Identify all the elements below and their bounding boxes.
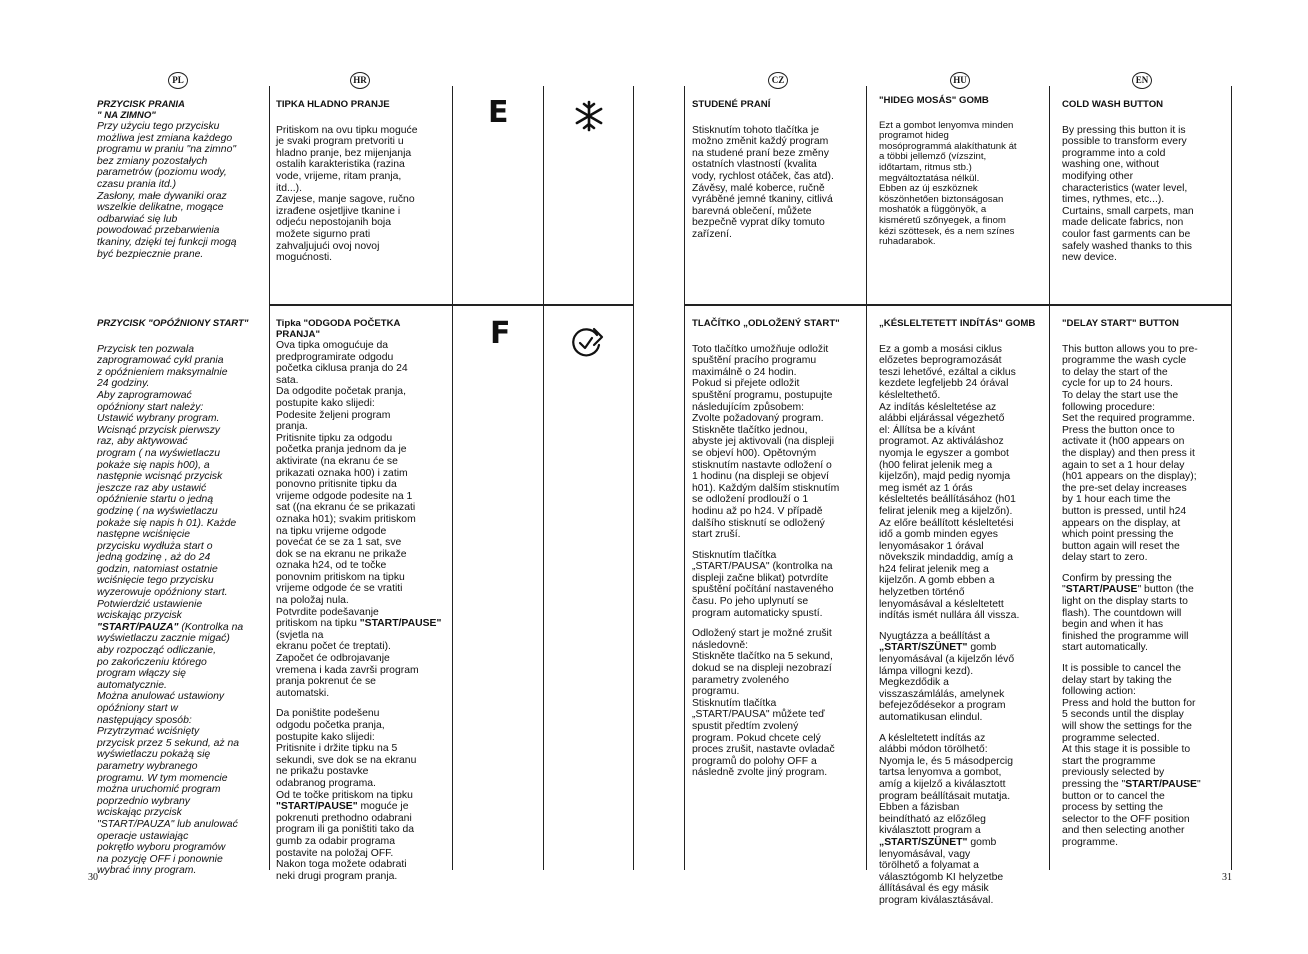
snowflake-icon <box>573 100 605 132</box>
section-text-part: " button (the light on the display starts to flash). The countdown will begin and when it has finished the programme will start automatically. <box>1062 584 1194 654</box>
row-divider <box>684 304 1232 306</box>
section-text <box>97 344 265 877</box>
cz-cold-wash-section <box>692 99 862 241</box>
section-text <box>1062 663 1230 849</box>
section-title: „KÉSLELTETETT INDÍTÁS" GOMB <box>879 318 1036 329</box>
column-divider <box>866 86 867 870</box>
start-pause-label: "START/PAUSE" <box>276 801 358 813</box>
start-pause-label: "START/PAUSE" <box>359 618 442 630</box>
column-divider <box>543 86 544 870</box>
column-divider <box>269 86 270 870</box>
section-text-part: Przycisk ten pozwala zaprogramować cykl prania z opóźnieniem maksymalnie 24 godziny. Aby zaprogramować opóźniony start należy: Ustawić wybrany program. Wcisnąć przycisk pierwszy raz, aby aktywować program ( na wyświetlaczu pokaże się napis h00), a następnie wcisnąć przycisk jeszcze raz aby ustawić opóźnienie startu o jedną godzinę ( na wyświetlaczu pokaże się napis h 01). Każde następne wciśnięcie przycisku wydłuża start o jedną godzinę , aż do 24 godzin, natomiast ostatnie wciśnięcie tego przycisku wyzerowuje opóźniony start. Potwierdzić ustawienie wciskając przycisk <box>97 343 237 622</box>
section-text-part: A késleltetett indítás az alábbi módon törölhető: Nyomja le, és 5 másodpercig tartsa lenyomva a gombot, amíg a kijelző a kiválasztott program beállításait mutatja. Ebben a fázisban beindítható az előzőleg kiválasztott program a <box>879 732 1013 837</box>
section-text-part: It is possible to cancel the delay start by taking the following action: Press and hold the button for 5 seconds until the display will show the settings for the programme selected. At this stage it is possible to start the programme previously selected by pressing the " <box>1062 663 1196 790</box>
section-title: Tipka "ODGODA POČETKA PRANJA" <box>276 318 401 340</box>
section-text-part: " button or to cancel the process by setting the selector to the OFF position and then selecting another programme. <box>1062 778 1201 848</box>
section-text-part: Confirm by pressing the " <box>1062 572 1172 596</box>
section-title: TIPKA HLADNO PRANJE <box>276 99 390 110</box>
start-pause-label: "START/PAUZA" <box>97 621 179 633</box>
section-text: This button allows you to pre- programme the wash cycle to delay the start of the cycle for up to 24 hours. To delay the start use the following procedure: Set the required programme. Press the button once to activate it (h00 appears on the display) and then press it again to set a 1 hour delay (h01 appears on the display); the pre-set delay increases by 1 hour each time the button is pressed, until h24 appears on the display, at which point pressing the button again will reset the delay start to zero. <box>1062 343 1198 564</box>
section-text: Odložený start je možné zrušit následovně: Stiskněte tlačítko na 5 sekund, dokud se na displeji nezobrazí parametry zvoleného programu. Stisknutím tlačítka „START/PAUSA" můžete teď spustit předtím zvolený program. Pokud chcete celý proces zrušit, nastavte ovladač programů do polohy OFF a následně zvolte jiný program. <box>692 628 835 779</box>
section-text-part: Nyugtázza a beállítást a <box>879 630 990 642</box>
delay-clock-icon <box>570 325 606 359</box>
section-text <box>1062 573 1230 654</box>
section-text-part: gomb lenyomásával (a kijelzőn lévő lámpa villogni kezd). Megkezdődik a visszaszámlálás, amelynek befejeződésekor a program automatikusan elindul. <box>879 642 1015 723</box>
section-text <box>879 733 1049 907</box>
section-text: Stisknutím tohoto tlačítka je možno změnit každý program na studené praní beze změny ostatních vlastností (kvalita vody, rychlost otáček, čas atd). Závěsy, malé koberce, ručně vyráběné jemné tkaniny, citlivá barevná oblečení, můžete bezpečně vyprat díky tomuto zařízení. <box>692 124 834 240</box>
section-title: STUDENÉ PRANÍ <box>692 99 771 110</box>
pl-cold-wash-section <box>97 99 265 260</box>
start-pause-label: „START/SZÜNET" <box>879 836 968 848</box>
section-title: TLAČÍTKO „ODLOŽENÝ START" <box>692 318 840 329</box>
lang-badge-en: EN <box>1132 72 1152 89</box>
section-text-part: gomb lenyomásával, vagy törölhető a folyamat a választógomb KI helyzetbe állításával és egy másik program kiválasztásával. <box>879 836 1004 906</box>
lang-badge-hr: HR <box>350 72 370 89</box>
lang-badge-hu: HU <box>950 72 970 89</box>
section-title: "HIDEG MOSÁS" GOMB <box>879 95 989 106</box>
section-text: Stisknutím tlačítka „START/PAUSA" (kontrolka na displeji začne blikat) potvrdíte spuštění počítání nastaveného času. Po jeho uplynutí se program automaticky spustí. <box>692 549 834 619</box>
hr-delay-start-section <box>276 318 448 891</box>
pl-delay-start-section <box>97 318 265 877</box>
section-text-part: (Kontrolka na wyświetlaczu zacznie migać) aby rozpocząć odliczanie, po zakończeniu którego program włączy się automatycznie. Można anulować ustawiony opóźniony start w następujący sposób: Przytrzymać wciśnięty przycisk przez 5 sekund, aż na wyświetlaczu pokażą się parametry wybranego programu. W tym momencie można uruchomić program poprzednio wybrany wciskając przycisk "START/PAUZA" lub anulować operacje ustawiając pokrętło wyboru programów na pozycję OFF i ponownie wybrać inny program. <box>97 621 244 877</box>
start-pause-label: „START/SZÜNET" <box>879 642 968 654</box>
button-letter-e: E <box>488 95 509 130</box>
column-divider <box>684 86 685 870</box>
button-letter-f: F <box>490 316 511 351</box>
section-text <box>276 340 448 699</box>
section-title: PRZYCISK PRANIA " NA ZIMNO" <box>97 99 185 121</box>
section-title: "DELAY START" BUTTON <box>1062 318 1179 329</box>
cz-delay-start-section <box>692 318 864 788</box>
hr-cold-wash-section <box>276 99 448 264</box>
section-text <box>879 631 1049 724</box>
row-divider <box>269 304 634 306</box>
start-pause-label: START/PAUSE <box>1065 584 1138 596</box>
hu-cold-wash-section <box>879 96 1047 248</box>
section-text: Ez a gomb a mosási ciklus előzetes beprogramozását teszi lehetővé, ezáltal a ciklus kezdete legfeljebb 24 órával késleltethető. Az indítás késleltetése az alábbi eljárással végezhető el: Állítsa be a kívánt programot. Az aktiváláshoz nyomja le egyszer a gombot (h00 felirat jelenik meg a kijelzőn), majd pedig nyomja meg ismét az 1 órás késleltetés beállításához (h01 felirat jelenik meg a kijelzőn). Az előre beállított késleltetési idő a gomb minden egyes lenyomásakor 1 órával növekszik mindaddig, amíg a h24 felirat jelenik meg a kijelzőn. A gomb ebben a helyzetben történő lenyomásával a késleltetett indítás ismét nullára áll vissza. <box>879 343 1020 622</box>
section-text: Toto tlačítko umožňuje odložit spuštění pracího programu maximálně o 24 hodin. Pokud si přejete odložit spuštění programu, postupujte následujícím způsobem: Zvolte požadovaný program. Stiskněte tlačítko jednou, abyste jej aktivovali (na displeji se objeví h00). Opětovným stisknutím nastavte odložení o 1 hodinu (na displeji se objeví h01). Každým dalším stisknutím se odložení prodlouží o 1 hodinu až po h24. V případě dalšího stisknutí se odložený start zruší. <box>692 343 840 541</box>
en-cold-wash-section <box>1062 99 1230 264</box>
right-page <box>654 0 1308 954</box>
section-text <box>276 708 448 882</box>
section-text-part: Da poništite podešenu odgodu početka pranja, postupite kako slijedi: Pritisnite i držite tipku na 5 sekundi, sve dok se na ekranu ne prikažu postavke odabranog programa. Od te točke pritiskom na tipku <box>276 708 417 801</box>
section-text: Pritiskom na ovu tipku moguće je svaki program pretvoriti u hladno pranje, bez mijenjanja ostalih karakteristika (razina vode, vrijeme, ritam pranja, itd...). Zavjese, manje sagove, ručno izrađene osjetljive tkanine i odjeću nepostojanih boja možete sigurno prati zahvaljujući ovoj novoj mogućnosti. <box>276 124 418 264</box>
section-text: Ezt a gombot lenyomva minden programot hideg mosóprogrammá alakíthatunk át a többi jellemző (vízszint, időtartam, ritmus stb.) megváltoztatása nélkül. Ebben az új eszköznek köszönhetően biztonságosan moshatók a függönyök, a kisméretű szőnyegek, a finom kézi szöttesek, és a nem színes ruhadarabok. <box>879 119 1017 248</box>
page-number: 31 <box>1222 872 1232 883</box>
column-divider <box>1049 86 1050 870</box>
section-title: PRZYCISK "OPÓŹNIONY START" <box>97 318 249 329</box>
hu-delay-start-section <box>879 318 1049 916</box>
section-text-part: Ova tipka omogućuje da predprogramirate odgodu početka ciklusa pranja do 24 sata. Da odgodite početak pranja, postupite kako slijedi: Podesite željeni program pranja. Pritisnite tipku za odgodu početka pranja jednom da je aktivirate (na ekranu će se prikazati oznaka h00) i zatim ponovno pritisnite tipku da vrijeme odgode podesite na 1 sat ((na ekranu će se prikazati oznaka h01); svakim pritiskom na tipku vrijeme odgode povećat će se za 1 sat, sve dok se na ekranu ne prikaže oznaka h24, od te točke ponovnim pritiskom na tipku vrijeme odgode će se vratiti na položaj nula. Potvrdite podešavanje pritiskom na tipku <box>276 340 416 630</box>
section-text: Przy użyciu tego przycisku możliwa jest zmiana każdego programu w praniu "na zimno" bez zmiany pozostałych parametrów (poziomu wody, czasu prania itd.) Zasłony, małe dywaniki oraz wszelkie delikatne, mogące odbarwiać się lub powodować przebarwienia tkaniny, dzięki tej funkcji mogą być bezpiecznie prane. <box>97 121 237 260</box>
section-text-part: (svjetla na ekranu počet će treptati). Započet će odbrojavanje vremena i kada završi program pranja pokrenut će se automatski. <box>276 629 419 699</box>
section-title: COLD WASH BUTTON <box>1062 99 1164 110</box>
page-number: 30 <box>88 872 98 883</box>
lang-badge-pl: PL <box>168 72 188 89</box>
lang-badge-cz: CZ <box>768 72 788 89</box>
section-text: By pressing this button it is possible to transform every programme into a cold washing one, without modifying other characteristics (water level, times, rythmes, etc...). Curtains, small carpets, man made delicate fabrics, non coulor fast garments can be safely washed thanks to this new device. <box>1062 124 1194 264</box>
column-divider <box>1231 86 1232 870</box>
column-divider <box>633 86 634 870</box>
column-divider <box>452 86 453 870</box>
section-text-part: moguće je pokrenuti prethodno odabrani program ili ga poništiti tako da gumb za odabir programa postavite na položaj OFF. Nakon toga možete odabrati neki drugi program pranja. <box>276 801 415 882</box>
start-pause-label: START/PAUSE <box>1125 778 1197 790</box>
en-delay-start-section <box>1062 318 1230 858</box>
